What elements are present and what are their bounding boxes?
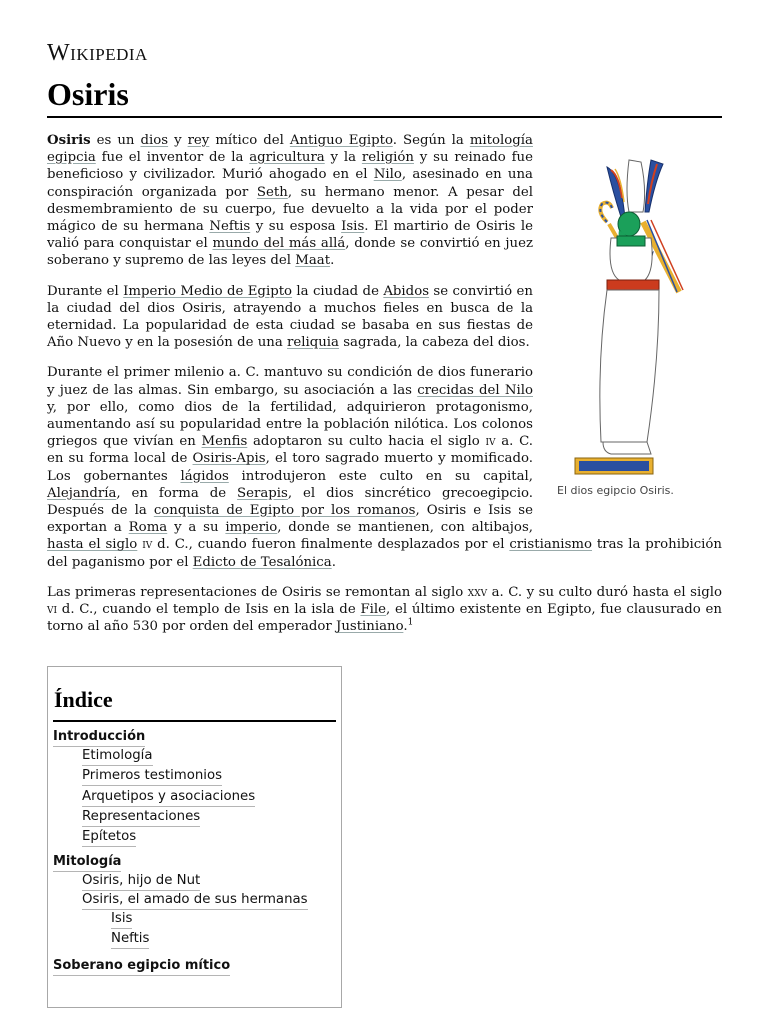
article-link[interactable]: Roma [128,520,168,536]
article-link[interactable]: crecidas del Nilo [417,382,533,398]
article-link[interactable]: mundo del más allá [212,236,346,252]
text-run: sagrada, la cabeza del dios. [339,335,530,351]
figure-caption: El dios egipcio Osiris. [557,484,674,497]
article-body [47,132,722,648]
article-link[interactable]: Nilo [373,167,402,183]
article-link[interactable]: Antiguo Egipto [289,133,393,148]
text-run: introdujeron este culto en su capital, [228,468,533,484]
text-run: a. C. y su culto duró hasta el siglo [487,584,723,600]
text-run: d. C., cuando fueron finalmente desplazados por el [152,537,510,553]
text-run: , asesinado en una conspiración organizada por [47,167,533,200]
text-run: , el toro sagrado muerto y momificado. Los gobernantes [47,451,533,484]
article-link[interactable]: rey [187,133,210,148]
text-run: . [330,253,335,269]
text-run: . [403,619,408,635]
article-link[interactable]: Maat [295,253,331,269]
toc-item[interactable]: Arquetipos y asociaciones [82,788,255,807]
article-link[interactable]: dios [140,133,169,148]
text-run: , donde se mantienen, con altibajos, [277,520,533,536]
article-link[interactable]: lágidos [180,468,229,484]
article-link[interactable]: imperio [225,520,278,536]
text-run: Durante el primer milenio a. C. mantuvo su condición de dios funerario y juez de las almas. Sin embargo, su asociación a las [47,365,533,398]
text-run: y, por ello, como dios de la fertilidad, adquirieron protagonismo, aumentando así su popularidad entre la población nilótica. Los colonos griegos que vivían en [47,399,533,450]
article-link[interactable]: reliquia [287,335,339,351]
toc-item[interactable]: Osiris, hijo de Nut [82,872,200,891]
article-link[interactable]: Neftis [209,219,251,235]
toc-title: Índice [54,687,113,712]
page-title: Osiris [47,76,129,112]
bold-term: Osiris [47,133,91,148]
text-run: se convirtió en la ciudad del dios Osiris, atrayendo a muchos fieles en busca de la eternidad. La popularidad de esta ciudad se basaba en sus fiestas de Año Nuevo y en la posesión de una [47,283,533,351]
century-numeral: xxv [467,584,488,600]
table-of-contents [47,666,342,1008]
text-run: d. C., cuando el templo de Isis en la isla de [57,602,361,618]
text-run: , Osiris e Isis se exportan a [47,503,534,536]
article-link[interactable]: File [360,602,387,618]
text-run: , donde se convirtió en juez soberano y supremo de las leyes del [47,236,533,269]
text-run: la ciudad de [292,283,384,299]
toc-item[interactable]: Epítetos [82,828,136,847]
text-run: y la [324,150,362,166]
text-run: a. C. en su forma local de [47,434,533,467]
article-link[interactable]: Imperio Medio de Egipto [123,283,293,299]
text-run: . El martirio de Osiris le valió para conquistar el [47,219,533,252]
text-run: es un [90,133,141,148]
toc-item[interactable]: Neftis [111,930,149,949]
article-link[interactable]: Menfis [201,434,248,450]
text-run: mítico del [209,133,290,148]
toc-item[interactable]: Etimología [82,747,153,766]
article-link[interactable]: hasta el siglo [47,537,138,553]
toc-divider [53,720,336,722]
article-link[interactable]: Osiris-Apis [192,451,266,467]
wikipedia-logo[interactable]: Wikipedia [47,40,148,66]
article-link[interactable]: Justiniano [335,619,404,635]
article-link[interactable]: Isis [341,219,365,235]
toc-item[interactable]: Isis [111,910,132,929]
century-numeral: iv [142,537,153,553]
century-numeral: iv [485,434,496,450]
article-link[interactable]: Abidos [383,283,430,299]
text-run: , el último existente en Egipto, fue clausurado en torno al año 530 por orden del emperador [47,602,722,635]
osiris-figure[interactable] [547,132,722,517]
toc-item[interactable]: Primeros testimonios [82,767,222,786]
article-link[interactable]: conquista de Egipto por los romanos [153,503,416,519]
text-run: y su reinado fue beneficioso y civilizador. Murió ahogado en el [47,150,533,183]
text-run: . Según la [392,133,470,148]
osiris-illustration [567,142,707,477]
text-run: tras la prohibición del paganismo por el [47,537,722,570]
title-divider [47,116,722,118]
footnote-ref[interactable]: 1 [407,617,414,628]
article-link[interactable]: Alejandría [47,485,117,501]
century-numeral: vi [47,602,58,618]
text-run: y a su [167,520,226,536]
article-link[interactable]: Serapis [237,485,288,501]
toc-item[interactable]: Soberano egipcio mítico [53,957,230,976]
article-link[interactable]: Edicto de Tesalónica [192,554,332,570]
paragraph-representaciones [47,584,722,636]
text-run: Las primeras representaciones de Osiris se remontan al siglo [47,584,468,600]
text-run: adoptaron su culto hacia el siglo [247,434,486,450]
text-run: Durante el [47,283,124,299]
text-run: y [168,133,188,148]
toc-item[interactable]: Introducción [53,728,145,747]
toc-item[interactable]: Representaciones [82,808,200,827]
text-run: y su esposa [250,219,342,235]
text-run: . [331,554,336,570]
article-link[interactable]: religión [361,150,414,166]
text-run: , su hermano menor. A pesar del desmembramiento de su cuerpo, fue devuelto a la vida por el poder mágico de su hermana [47,184,534,235]
article-link[interactable]: agricultura [249,150,325,166]
text-run: fue el inventor de la [95,150,250,166]
article-link[interactable]: mitología egipcia [47,133,533,166]
article-link[interactable]: cristianismo [509,537,593,553]
text-run: , en forma de [116,485,238,501]
toc-item[interactable]: Mitología [53,853,121,872]
text-run: , el dios sincrético grecoegipcio. Después de la [47,485,533,519]
article-link[interactable]: Seth [256,184,288,200]
toc-item[interactable]: Osiris, el amado de sus hermanas [82,891,308,910]
